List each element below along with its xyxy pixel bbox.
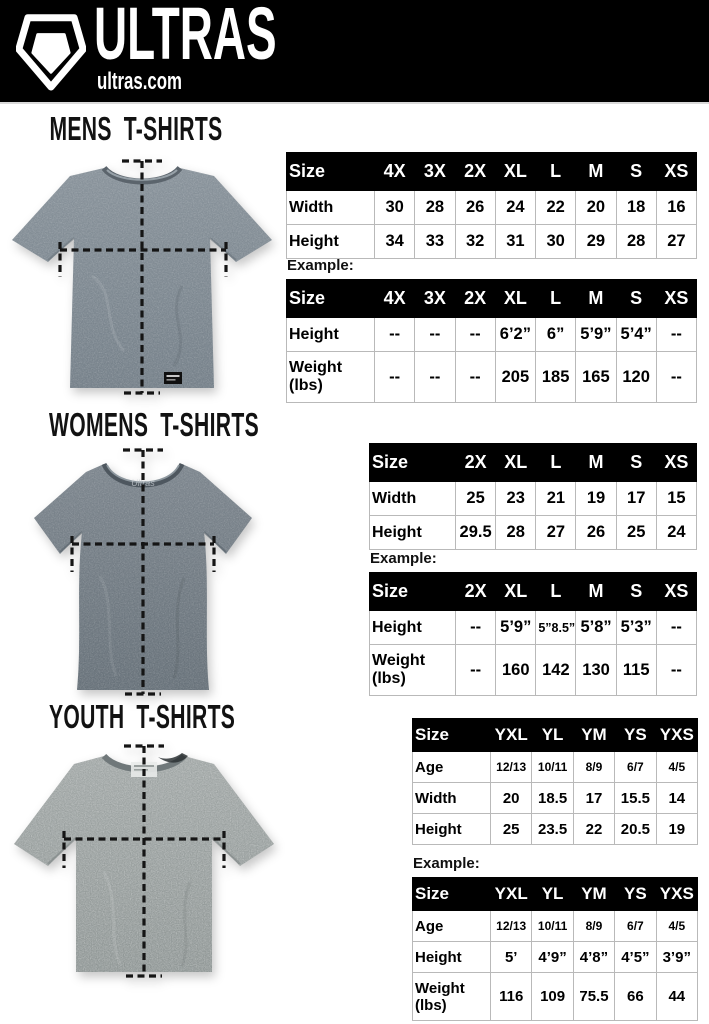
size-column-header-cell: 2X bbox=[456, 573, 496, 611]
value-cell: 120 bbox=[616, 352, 656, 403]
value-cell: 22 bbox=[536, 191, 576, 225]
size-column-header-cell: XS bbox=[656, 280, 696, 318]
size-column-header-cell: YXS bbox=[656, 878, 697, 911]
womens-size-table bbox=[369, 443, 697, 550]
value-cell: 12/13 bbox=[491, 752, 532, 783]
youth-tshirt-image bbox=[8, 742, 280, 982]
row-label-header-cell: Size bbox=[370, 573, 456, 611]
value-cell: 34 bbox=[375, 225, 415, 259]
table-row bbox=[370, 482, 697, 516]
size-column-header-cell: L bbox=[536, 573, 576, 611]
row-label-cell: Height bbox=[287, 318, 375, 352]
value-cell: -- bbox=[455, 352, 495, 403]
size-column-header-cell: YL bbox=[532, 719, 573, 752]
row-label-cell: Weight (lbs) bbox=[287, 352, 375, 403]
table-header-row bbox=[370, 444, 697, 482]
value-cell: 10/11 bbox=[532, 752, 573, 783]
hem-tag bbox=[164, 372, 182, 384]
mens-example-label: Example: bbox=[287, 257, 354, 274]
value-cell: -- bbox=[456, 645, 496, 696]
table-row bbox=[370, 645, 697, 696]
value-cell: 8/9 bbox=[573, 752, 614, 783]
womens-section-heading: WOMENS T-SHIRTS bbox=[48, 406, 259, 443]
value-cell: 8/9 bbox=[573, 911, 614, 942]
row-label-cell: Age bbox=[413, 911, 491, 942]
table-row bbox=[287, 225, 697, 259]
size-column-header-cell: M bbox=[576, 573, 616, 611]
row-label-header-cell: Size bbox=[413, 719, 491, 752]
value-cell: 14 bbox=[656, 783, 697, 814]
row-label-cell: Height bbox=[370, 516, 456, 550]
value-cell: 29 bbox=[576, 225, 616, 259]
mens-size-table bbox=[286, 152, 697, 259]
size-column-header-cell: M bbox=[576, 153, 616, 191]
value-cell: -- bbox=[456, 611, 496, 645]
table-header-row bbox=[287, 280, 697, 318]
table-row bbox=[413, 973, 698, 1021]
table-row bbox=[413, 942, 698, 973]
value-cell: 6’2” bbox=[495, 318, 535, 352]
size-column-header-cell: M bbox=[576, 444, 616, 482]
value-cell: -- bbox=[455, 318, 495, 352]
size-column-header-cell: L bbox=[536, 280, 576, 318]
value-cell: -- bbox=[415, 352, 455, 403]
table-row bbox=[413, 911, 698, 942]
size-column-header-cell: XL bbox=[496, 444, 536, 482]
value-cell: 10/11 bbox=[532, 911, 573, 942]
collar-print-label: Ultras bbox=[131, 478, 155, 488]
value-cell: 5’9” bbox=[576, 318, 616, 352]
row-label-header-cell: Size bbox=[413, 878, 491, 911]
size-column-header-cell: 2X bbox=[456, 444, 496, 482]
womens-example-table bbox=[369, 572, 697, 696]
value-cell: -- bbox=[656, 318, 696, 352]
value-cell: 165 bbox=[576, 352, 616, 403]
table-row bbox=[287, 318, 697, 352]
value-cell: -- bbox=[656, 352, 696, 403]
table-row bbox=[287, 191, 697, 225]
value-cell: 205 bbox=[495, 352, 535, 403]
value-cell: 115 bbox=[616, 645, 656, 696]
value-cell: 5’8” bbox=[576, 611, 616, 645]
value-cell: 18 bbox=[616, 191, 656, 225]
size-column-header-cell: L bbox=[536, 153, 576, 191]
size-column-header-cell: XL bbox=[495, 280, 535, 318]
value-cell: 19 bbox=[576, 482, 616, 516]
value-cell: 33 bbox=[415, 225, 455, 259]
value-cell: 15 bbox=[656, 482, 696, 516]
value-cell: 20 bbox=[576, 191, 616, 225]
value-cell: 18.5 bbox=[532, 783, 573, 814]
value-cell: 30 bbox=[375, 191, 415, 225]
table-header-row bbox=[413, 878, 698, 911]
womens-example-label: Example: bbox=[370, 550, 437, 567]
size-column-header-cell: YXL bbox=[491, 719, 532, 752]
youth-size-table bbox=[412, 718, 698, 845]
value-cell: 27 bbox=[536, 516, 576, 550]
value-cell: 27 bbox=[656, 225, 696, 259]
size-column-header-cell: YS bbox=[615, 719, 656, 752]
value-cell: 22 bbox=[573, 814, 614, 845]
value-cell: -- bbox=[415, 318, 455, 352]
size-column-header-cell: 4X bbox=[375, 153, 415, 191]
table-row bbox=[413, 814, 698, 845]
youth-section-heading: YOUTH T-SHIRTS bbox=[48, 698, 236, 735]
size-column-header-cell: YM bbox=[573, 878, 614, 911]
table-row bbox=[413, 783, 698, 814]
value-cell: 21 bbox=[536, 482, 576, 516]
value-cell: 75.5 bbox=[573, 973, 614, 1021]
value-cell: 185 bbox=[536, 352, 576, 403]
size-column-header-cell: S bbox=[616, 280, 656, 318]
size-column-header-cell: YS bbox=[615, 878, 656, 911]
row-label-header-cell: Size bbox=[287, 153, 375, 191]
value-cell: 25 bbox=[616, 516, 656, 550]
size-column-header-cell: L bbox=[536, 444, 576, 482]
size-column-header-cell: YM bbox=[573, 719, 614, 752]
value-cell: 30 bbox=[536, 225, 576, 259]
row-label-cell: Height bbox=[370, 611, 456, 645]
size-column-header-cell: YL bbox=[532, 878, 573, 911]
size-column-header-cell: S bbox=[616, 153, 656, 191]
value-cell: 23 bbox=[496, 482, 536, 516]
table-row bbox=[413, 752, 698, 783]
table-row bbox=[287, 352, 697, 403]
size-column-header-cell: 2X bbox=[455, 280, 495, 318]
row-label-cell: Width bbox=[370, 482, 456, 516]
row-label-cell: Weight (lbs) bbox=[370, 645, 456, 696]
value-cell: 44 bbox=[656, 973, 697, 1021]
value-cell: 24 bbox=[495, 191, 535, 225]
mens-section-heading: MENS T-SHIRTS bbox=[49, 110, 223, 147]
table-row bbox=[370, 611, 697, 645]
value-cell: 25 bbox=[456, 482, 496, 516]
value-cell: 116 bbox=[491, 973, 532, 1021]
size-column-header-cell: XS bbox=[656, 444, 696, 482]
ultras-pentagon-logo-icon bbox=[16, 8, 86, 96]
value-cell: 4/5 bbox=[656, 752, 697, 783]
value-cell: 31 bbox=[495, 225, 535, 259]
value-cell: 29.5 bbox=[456, 516, 496, 550]
value-cell: 109 bbox=[532, 973, 573, 1021]
value-cell: 5’3” bbox=[616, 611, 656, 645]
womens-tshirt-image bbox=[12, 446, 274, 698]
value-cell: 25 bbox=[491, 814, 532, 845]
table-header-row bbox=[287, 153, 697, 191]
size-column-header-cell: XS bbox=[656, 573, 696, 611]
row-label-cell: Height bbox=[413, 814, 491, 845]
mens-example-table bbox=[286, 279, 697, 403]
value-cell: 4’9” bbox=[532, 942, 573, 973]
value-cell: 23.5 bbox=[532, 814, 573, 845]
youth-example-label: Example: bbox=[413, 855, 480, 872]
row-label-cell: Height bbox=[287, 225, 375, 259]
value-cell: 6/7 bbox=[615, 752, 656, 783]
size-column-header-cell: 4X bbox=[375, 280, 415, 318]
value-cell: 6” bbox=[536, 318, 576, 352]
value-cell: -- bbox=[656, 611, 696, 645]
row-label-header-cell: Size bbox=[370, 444, 456, 482]
value-cell: 17 bbox=[616, 482, 656, 516]
brand-site-url: ultras.com bbox=[97, 68, 182, 95]
value-cell: -- bbox=[375, 352, 415, 403]
value-cell: 24 bbox=[656, 516, 696, 550]
size-column-header-cell: S bbox=[616, 444, 656, 482]
value-cell: 160 bbox=[496, 645, 536, 696]
value-cell: 4/5 bbox=[656, 911, 697, 942]
value-cell: -- bbox=[656, 645, 696, 696]
youth-example-table bbox=[412, 877, 698, 1021]
value-cell: 12/13 bbox=[491, 911, 532, 942]
row-label-header-cell: Size bbox=[287, 280, 375, 318]
value-cell: 17 bbox=[573, 783, 614, 814]
table-row bbox=[370, 516, 697, 550]
value-cell: 26 bbox=[576, 516, 616, 550]
size-column-header-cell: YXL bbox=[491, 878, 532, 911]
row-label-cell: Age bbox=[413, 752, 491, 783]
value-cell: 5’9” bbox=[496, 611, 536, 645]
value-cell: 142 bbox=[536, 645, 576, 696]
row-label-cell: Width bbox=[413, 783, 491, 814]
row-label-cell: Weight (lbs) bbox=[413, 973, 491, 1021]
brand-name: ULTRAS bbox=[94, 0, 277, 75]
value-cell: 4’8” bbox=[573, 942, 614, 973]
value-cell: 5’4” bbox=[616, 318, 656, 352]
row-label-cell: Height bbox=[413, 942, 491, 973]
value-cell: 5’ bbox=[491, 942, 532, 973]
size-column-header-cell: 3X bbox=[415, 280, 455, 318]
size-column-header-cell: 3X bbox=[415, 153, 455, 191]
value-cell: 19 bbox=[656, 814, 697, 845]
value-cell: 20 bbox=[491, 783, 532, 814]
row-label-cell: Width bbox=[287, 191, 375, 225]
size-column-header-cell: M bbox=[576, 280, 616, 318]
value-cell: 3’9” bbox=[656, 942, 697, 973]
value-cell: 4’5” bbox=[615, 942, 656, 973]
size-column-header-cell: XS bbox=[656, 153, 696, 191]
value-cell: 130 bbox=[576, 645, 616, 696]
size-column-header-cell: XL bbox=[495, 153, 535, 191]
header-bar bbox=[0, 0, 709, 104]
size-column-header-cell: S bbox=[616, 573, 656, 611]
mens-tshirt-image bbox=[6, 156, 282, 398]
value-cell: 5”8.5” bbox=[536, 611, 576, 645]
size-column-header-cell: YXS bbox=[656, 719, 697, 752]
value-cell: 66 bbox=[615, 973, 656, 1021]
size-column-header-cell: 2X bbox=[455, 153, 495, 191]
size-column-header-cell: XL bbox=[496, 573, 536, 611]
value-cell: 32 bbox=[455, 225, 495, 259]
value-cell: 28 bbox=[616, 225, 656, 259]
value-cell: 6/7 bbox=[615, 911, 656, 942]
value-cell: 28 bbox=[415, 191, 455, 225]
table-header-row bbox=[413, 719, 698, 752]
table-header-row bbox=[370, 573, 697, 611]
value-cell: -- bbox=[375, 318, 415, 352]
value-cell: 28 bbox=[496, 516, 536, 550]
value-cell: 20.5 bbox=[615, 814, 656, 845]
value-cell: 16 bbox=[656, 191, 696, 225]
value-cell: 15.5 bbox=[615, 783, 656, 814]
value-cell: 26 bbox=[455, 191, 495, 225]
